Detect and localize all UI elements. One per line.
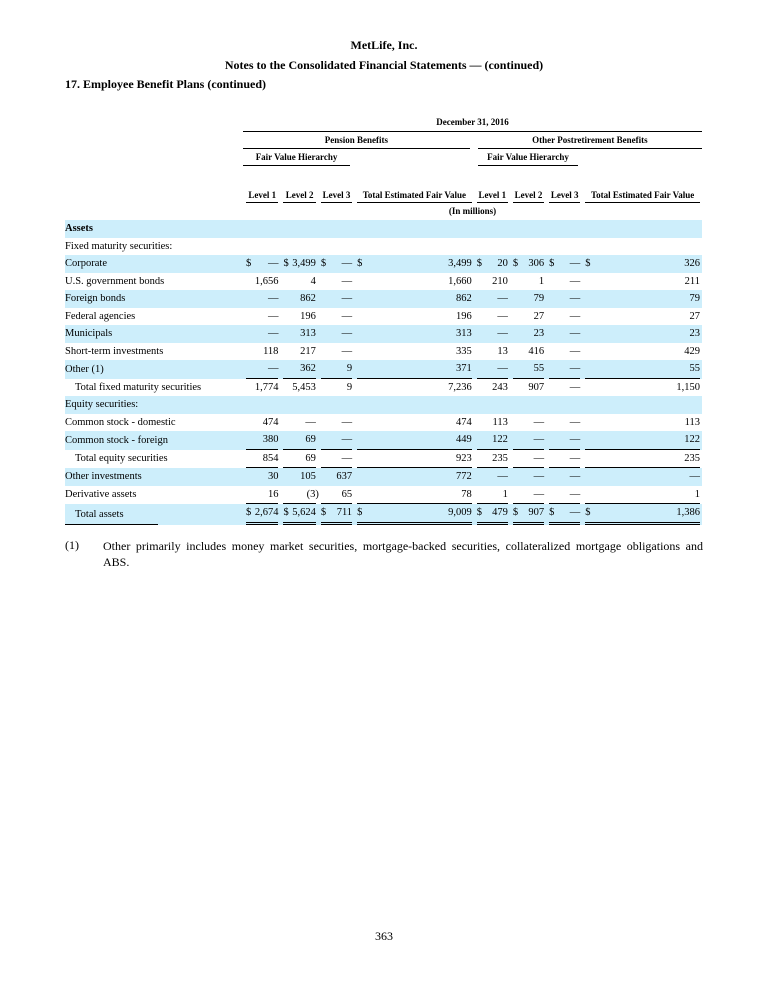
value-cell [246,325,278,343]
cell-value: 23 [533,328,545,339]
value-cell [246,255,278,273]
cell-value: 854 [262,452,279,464]
value-cell [513,360,544,379]
cell-value: — [569,488,581,500]
table-row [65,325,702,343]
value-cell [585,290,700,308]
cell-value: 122 [684,434,700,445]
value-cell [549,504,580,525]
cell-value: 13 [497,345,508,357]
value-cell [283,431,315,450]
column-header: Level 1 [477,190,508,203]
table-row [65,273,702,291]
footnote-divider [65,524,158,525]
value-cell [357,431,472,450]
value-cell [357,486,472,505]
value-cell [357,255,472,273]
cell-value: 9 [346,381,353,393]
value-cell [246,504,278,525]
cell-value: — [569,452,581,464]
cell-value: 113 [684,416,700,428]
value-cell [549,273,580,291]
value-cell [513,273,544,291]
cell-value: — [267,258,279,269]
hierarchy-header-2: Fair Value Hierarchy [478,149,579,166]
value-cell [549,308,580,326]
value-cell [246,431,278,450]
pension-header: Pension Benefits [243,132,470,149]
value-cell [321,486,352,505]
cell-value: 20 [497,258,508,269]
date-header: December 31, 2016 [243,114,702,132]
value-cell [283,308,315,326]
row-label: Assets [65,220,243,238]
value-cell [321,325,352,343]
table-row [65,255,702,273]
cell-value: — [569,310,581,322]
table-row [65,468,702,486]
value-cell [549,468,580,486]
cell-value: 27 [533,310,545,322]
cell-value: — [533,416,545,428]
value-cell [283,379,315,397]
cell-value: 1,150 [676,381,700,393]
value-cell [513,325,544,343]
value-cell [513,290,544,308]
row-label: Total assets [65,504,243,525]
value-cell [477,486,508,505]
row-label: Total equity securities [75,453,168,464]
cell-value: — [341,293,353,304]
table-row [65,360,702,379]
cell-value: 196 [300,310,316,322]
value-cell [246,486,278,505]
cell-value: — [533,471,545,482]
value-cell [585,450,700,469]
value-cell [477,308,508,326]
cell-value: 1 [502,488,508,500]
row-label: Foreign bonds [65,290,243,308]
cell-value: 429 [684,345,700,357]
value-cell [357,450,472,469]
table-row [65,504,702,525]
cell-value: — [497,363,508,374]
value-cell [585,379,700,397]
cell-value: 211 [684,275,700,287]
value-cell [321,343,352,361]
table-row [65,396,702,414]
value-cell [513,504,544,525]
value-cell [477,360,508,379]
cell-value: 243 [492,381,508,393]
cell-value: 306 [528,258,545,269]
row-label: Derivative assets [65,489,137,500]
cell-value: 122 [492,434,508,445]
value-cell [246,379,278,397]
column-header: Level 3 [549,190,580,203]
cell-value: 210 [492,275,508,287]
value-cell [283,255,315,273]
units-label: (In millions) [448,206,497,217]
value-cell [513,308,544,326]
cell-value: — [341,452,353,464]
cell-value: 235 [492,452,508,464]
cell-value: — [569,471,581,482]
cell-value: 474 [262,416,279,428]
value-cell [321,431,352,450]
cell-value: — [267,293,279,304]
value-cell [357,468,472,486]
cell-value: 335 [455,345,472,357]
value-cell [283,290,315,308]
value-cell [357,273,472,291]
currency-symbol: $ [549,507,555,518]
cell-value: — [305,416,316,428]
value-cell [357,504,472,525]
cell-value: 69 [305,434,316,445]
value-cell [477,255,508,273]
value-cell [585,414,700,432]
value-cell [283,450,315,469]
table-row [65,379,702,397]
cell-value: 235 [684,452,700,464]
value-cell [477,431,508,450]
cell-value: — [341,434,353,445]
cell-value: 9,009 [448,507,472,518]
currency-symbol: $ [246,507,252,518]
currency-symbol: $ [320,507,327,518]
cell-value: — [689,471,700,482]
cell-value: 1 [538,275,545,287]
company-name: MetLife, Inc. [350,38,418,52]
row-label: Short-term investments [65,345,164,357]
column-header: Level 2 [513,190,544,203]
value-cell [321,273,352,291]
currency-symbol: $ [585,507,591,518]
table-row [65,450,702,469]
value-cell [549,343,580,361]
cell-value: 105 [300,471,316,482]
cell-value: — [497,310,508,322]
table-row [65,343,702,361]
value-cell [549,431,580,450]
cell-value: 371 [455,363,472,374]
value-cell [585,255,700,273]
cell-value: 30 [267,471,279,482]
cell-value: 5,624 [292,507,316,518]
cell-value: 4 [310,275,316,287]
footnote-text: Other primarily includes money market securities, mortgage-backed securities, collateralized mortgage obligations and ABS. [103,539,703,569]
cell-value: — [341,328,353,339]
row-label: Municipals [65,325,243,343]
value-cell [477,325,508,343]
cell-value: 474 [455,416,472,428]
cell-value: — [569,258,581,269]
table-row [65,431,702,450]
row-label: Common stock - foreign [65,431,243,450]
value-cell [357,325,472,343]
value-cell [513,343,544,361]
value-cell [585,360,700,379]
row-label: Other (1) [65,360,243,379]
cell-value: 16 [267,488,279,500]
value-cell [321,255,352,273]
value-cell [357,308,472,326]
value-cell [477,343,508,361]
cell-value: 449 [455,434,472,445]
value-cell [321,290,352,308]
value-cell [246,450,278,469]
cell-value: — [267,363,279,374]
cell-value: 907 [528,381,545,393]
value-cell [283,504,315,525]
value-cell [549,325,580,343]
row-label: Fixed maturity securities: [65,240,173,252]
value-cell [283,273,315,291]
cell-value: 78 [461,488,472,500]
cell-value: 1,660 [448,275,472,287]
currency-symbol: $ [549,258,555,269]
column-header: Level 3 [321,190,352,203]
value-cell [283,468,315,486]
cell-value: 55 [533,363,545,374]
cell-value: — [341,310,353,322]
cell-value: 9 [346,363,353,374]
page-title: Notes to the Consolidated Financial Statements — (continued) [224,58,544,72]
value-cell [549,379,580,397]
cell-value: — [341,416,353,428]
cell-value: 711 [336,507,353,518]
footnote-marker: (1) [65,538,79,552]
value-cell [246,308,278,326]
cell-value: — [497,328,508,339]
value-cell [246,360,278,379]
value-cell [477,468,508,486]
value-cell [321,468,352,486]
value-cell [321,504,352,525]
cell-value: — [569,363,581,374]
currency-symbol: $ [246,258,252,269]
other-postretirement-header: Other Postretirement Benefits [478,132,702,149]
cell-value: 1,774 [254,381,279,393]
value-cell [585,325,700,343]
cell-value: — [267,310,279,322]
cell-value: 907 [528,507,545,518]
cell-value: — [497,471,508,482]
currency-symbol: $ [320,258,327,269]
cell-value: — [569,507,581,518]
cell-value: 65 [341,488,353,500]
cell-value: — [341,258,353,269]
cell-value: 3,499 [448,258,472,269]
cell-value: 1,656 [254,275,279,287]
value-cell [513,414,544,432]
cell-value: 862 [455,293,472,304]
value-cell [477,290,508,308]
page-number: 363 [375,929,393,943]
cell-value: 7,236 [448,381,472,393]
cell-value: 362 [300,363,316,374]
value-cell [246,290,278,308]
cell-value: 479 [492,507,508,518]
column-header: Level 2 [283,190,315,203]
value-cell [321,360,352,379]
cell-value: 862 [300,293,316,304]
value-cell [283,325,315,343]
cell-value: 637 [336,471,353,482]
cell-value: 79 [533,293,545,304]
value-cell [585,504,700,525]
table-row [65,414,702,432]
value-cell [357,414,472,432]
cell-value: — [341,275,353,287]
value-cell [246,273,278,291]
row-label: Other investments [65,468,243,486]
cell-value: — [533,452,545,464]
value-cell [321,414,352,432]
cell-value: 1 [694,488,700,500]
value-cell [477,273,508,291]
table-row [65,486,702,505]
row-label: Total fixed maturity securities [75,381,202,393]
value-cell [246,343,278,361]
currency-symbol: $ [283,507,289,518]
currency-symbol: $ [357,507,363,518]
cell-value: 3,499 [292,258,316,269]
row-label: Common stock - domestic [65,416,176,428]
value-cell [585,343,700,361]
value-cell [585,468,700,486]
cell-value: — [533,434,545,445]
row-label: Equity securities: [65,396,243,414]
cell-value: 313 [455,328,472,339]
table-row [65,290,702,308]
value-cell [549,450,580,469]
cell-value: — [569,293,581,304]
currency-symbol: $ [512,507,519,518]
column-header: Level 1 [246,190,278,203]
cell-value: 416 [528,345,545,357]
currency-symbol: $ [512,258,519,269]
value-cell [246,414,278,432]
cell-value: — [267,328,279,339]
value-cell [357,343,472,361]
value-cell [321,308,352,326]
value-cell [321,379,352,397]
value-cell [549,414,580,432]
cell-value: — [569,345,581,357]
cell-value: 196 [455,310,472,322]
value-cell [477,414,508,432]
cell-value: 113 [492,416,508,428]
value-cell [549,360,580,379]
fair-value-table [65,114,702,525]
currency-symbol: $ [357,258,363,269]
hierarchy-header-1: Fair Value Hierarchy [243,149,350,166]
cell-value: 772 [455,471,472,482]
row-label: Federal agencies [65,310,136,322]
cell-value: 79 [689,293,700,304]
cell-value: 55 [689,363,700,374]
cell-value: — [569,434,581,445]
column-header: Total Estimated Fair Value [357,190,472,203]
cell-value: 5,453 [292,381,316,393]
value-cell [585,273,700,291]
cell-value: 1,386 [676,507,700,518]
cell-value: — [569,381,581,393]
section-title: 17. Employee Benefit Plans (continued) [65,77,266,91]
value-cell [357,290,472,308]
currency-symbol: $ [283,258,289,269]
value-cell [513,431,544,450]
value-cell [585,308,700,326]
currency-symbol: $ [476,507,482,518]
cell-value: — [569,416,581,428]
cell-value: (3) [306,488,319,500]
value-cell [513,255,544,273]
cell-value: — [341,345,353,357]
value-cell [513,379,544,397]
value-cell [477,450,508,469]
value-cell [549,486,580,505]
cell-value: — [533,488,545,500]
cell-value: 118 [263,345,279,357]
cell-value: 69 [305,452,316,464]
value-cell [585,486,700,505]
cell-value: — [569,328,581,339]
cell-value: 923 [455,452,472,464]
currency-symbol: $ [585,258,591,269]
value-cell [321,450,352,469]
cell-value: 23 [689,328,700,339]
value-cell [283,360,315,379]
table-row [65,308,702,326]
cell-value: — [569,275,581,287]
value-cell [283,486,319,505]
value-cell [283,343,315,361]
value-cell [283,414,315,432]
cell-value: — [497,293,508,304]
value-cell [357,360,472,379]
table-row [65,220,702,238]
column-header: Total Estimated Fair Value [585,190,700,203]
value-cell [549,255,580,273]
value-cell [246,468,278,486]
cell-value: 380 [262,434,279,445]
value-cell [549,290,580,308]
cell-value: 27 [689,310,700,322]
value-cell [513,450,544,469]
cell-value: 313 [300,328,316,339]
row-label: Corporate [65,255,243,273]
value-cell [477,379,508,397]
row-label: U.S. government bonds [65,275,165,287]
value-cell [513,486,544,505]
cell-value: 2,674 [254,507,279,518]
value-cell [477,504,508,525]
value-cell [513,468,544,486]
cell-value: 326 [684,258,700,269]
value-cell [585,431,700,450]
currency-symbol: $ [476,258,482,269]
cell-value: 217 [300,345,316,357]
table-row [65,238,702,256]
value-cell [357,379,472,397]
